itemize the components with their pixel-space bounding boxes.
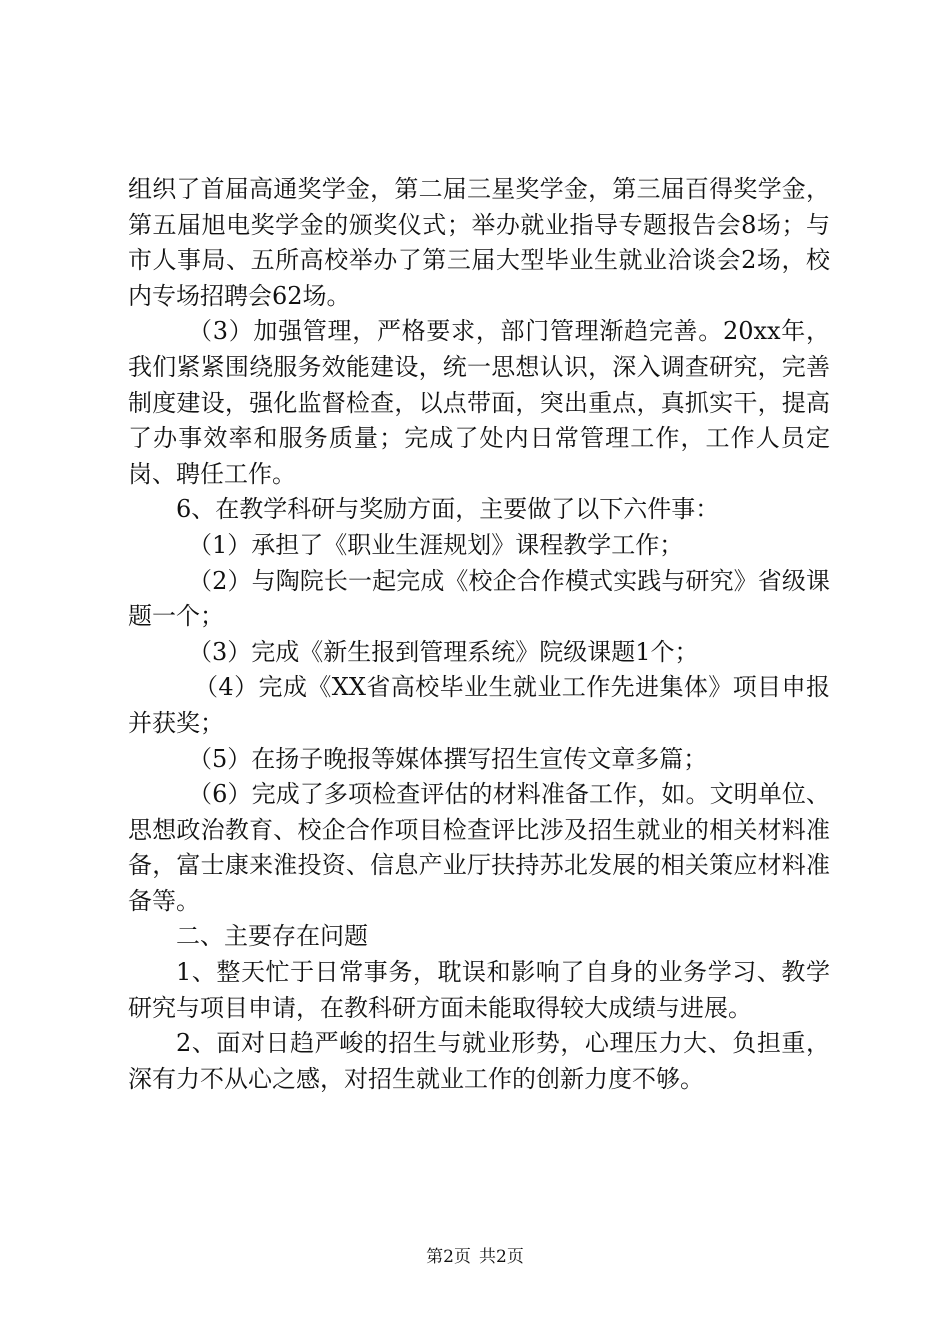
list-item-research-1: （1）承担了《职业生涯规划》课程教学工作； [188, 530, 684, 559]
list-item-research-4: （4）完成《XX省高校毕业生就业工作先进集体》项目申报并获奖； [128, 673, 830, 737]
list-item-research-5: （5）在扬子晚报等媒体撰写招生宣传文章多篇； [188, 744, 708, 773]
section-heading-problems: 二、主要存在问题 [176, 922, 368, 951]
page-total: 共2页 [479, 1247, 524, 1267]
list-item-research-6: （6）完成了多项检查评估的材料准备工作，如。文明单位、思想政治教育、校企合作项目检查评比涉及招生就业的相关材料准备，富士康来淮投资、信息产业厅扶持苏北发展的相关策应材料准备等。 [128, 780, 830, 915]
paragraph-problem-2: 2、面对日趋严峻的招生与就业形势，心理压力大、负担重，深有力不从心之感，对招生就业工作的创新力度不够。 [128, 1029, 830, 1093]
paragraph-problem-1: 1、整天忙于日常事务，耽误和影响了自身的业务学习、教学研究与项目申请，在教科研方面未能取得较大成绩与进展。 [128, 958, 830, 1022]
page-footer [0, 1246, 950, 1268]
list-item-research-2: （2）与陶院长一起完成《校企合作模式实践与研究》省级课题一个； [128, 566, 830, 631]
paragraph-research-heading: 6、在教学科研与奖励方面，主要做了以下六件事： [176, 495, 720, 524]
page-number: 第2页 [426, 1247, 471, 1267]
paragraph-scholarship-ceremonies: 组织了首届高通奖学金，第二届三星奖学金，第三届百得奖学金，第五届旭电奖学金的颁奖仪式；举办就业指导专题报告会8场；与市人事局、五所高校举办了第三届大型毕业生就业洽谈会2场，校内专场招聘会62场。 [128, 175, 830, 310]
list-item-research-3: （3）完成《新生报到管理系统》院级课题1个； [188, 637, 699, 666]
paragraph-management: （3）加强管理，严格要求，部门管理渐趋完善。20xx年，我们紧紧围绕服务效能建设，统一思想认识，深入调查研究，完善制度建设，强化监督检查，以点带面，突出重点，真抓实干，提高了办事效率和服务质量；完成了处内日常管理工作，工作人员定岗、聘任工作。 [128, 317, 830, 488]
document-body [128, 172, 830, 1097]
